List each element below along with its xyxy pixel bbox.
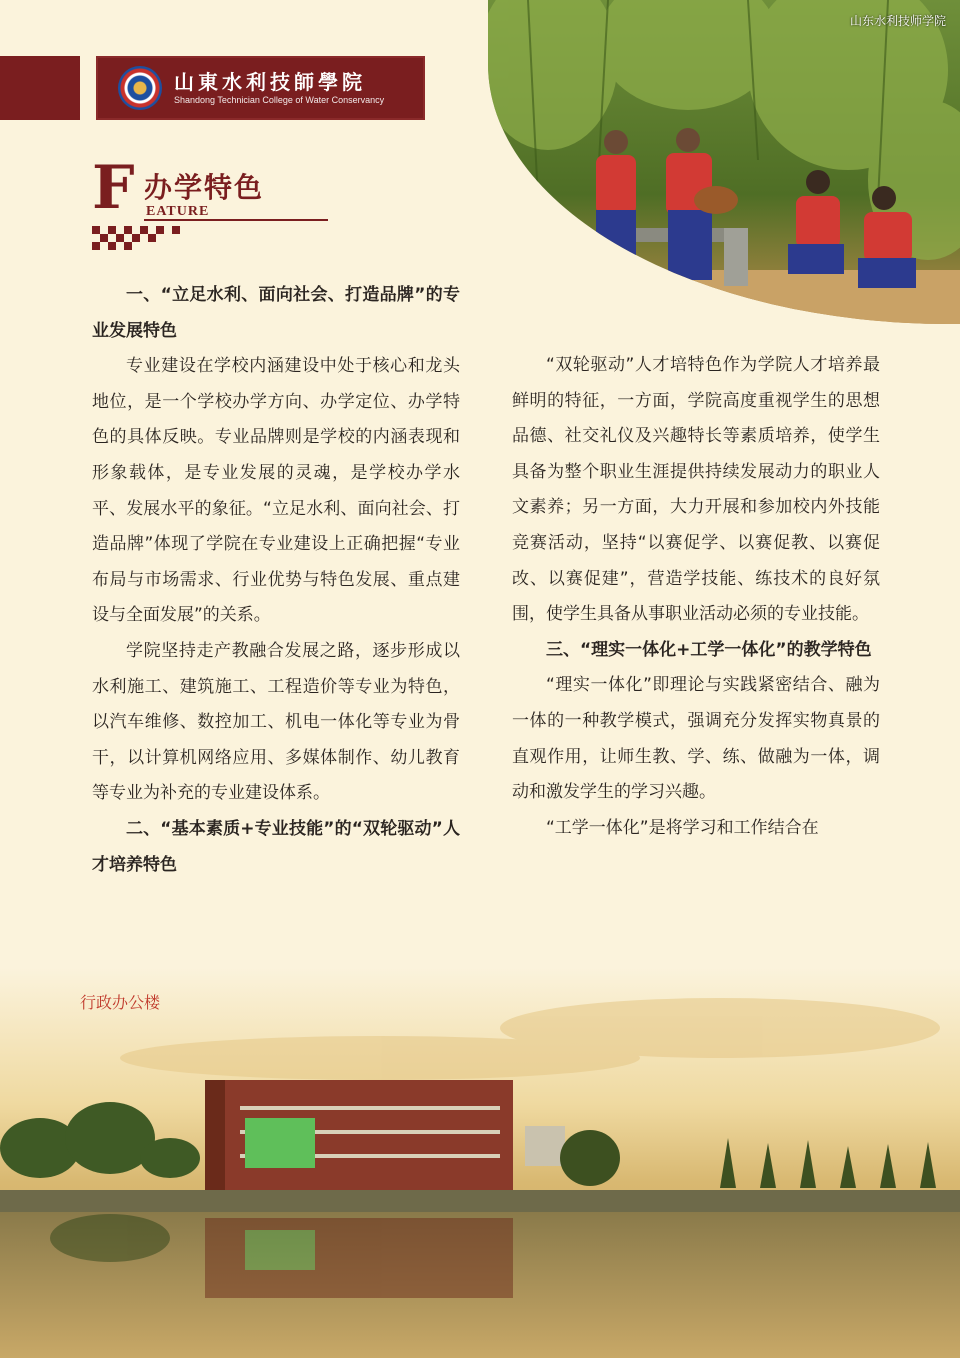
right-text-column <box>512 348 880 846</box>
college-emblem-icon <box>118 66 162 110</box>
students-photo <box>488 0 960 324</box>
header-accent-bar <box>0 56 80 120</box>
title-underline <box>144 219 328 221</box>
college-logo-banner <box>96 56 425 120</box>
college-name <box>174 70 384 106</box>
college-name-en: Shandong Technician College of Water Conservancy <box>174 95 385 105</box>
paragraph: “工学一体化”是将学习和工作结合在 <box>546 817 819 838</box>
heading-1: 一、“立足水利、面向社会、打造品牌”的专业发展特色 <box>92 285 460 341</box>
section-title-letter: F <box>92 153 135 223</box>
paragraph: “双轮驱动”人才培特色作为学院人才培养最鲜明的特征，一方面，学院高度重视学生的思想品德、社交礼仪及兴趣特长等素质培养，使学生具备为整个职业生涯提供持续发展动力的职业人文素养；另一方面，大力开展和参加校内外技能竞赛活动，坚持“以赛促学、以赛促教、以赛促改、以赛促建”，营造学技能、练技术的良好氛围，使学生具备从事职业活动必须的专业技能。 <box>512 355 880 625</box>
section-title-en: EATURE <box>146 204 210 219</box>
admin-building-photo <box>0 968 960 1358</box>
heading-3: 三、“理实一体化+工学一体化”的教学特色 <box>546 639 872 660</box>
paragraph: 学院坚持走产教融合发展之路，逐步形成以水利施工、建筑施工、工程造价等专业为特色，以汽车维修、数控加工、机电一体化等专业为骨干，以计算机网络应用、多媒体制作、幼儿教育等专业为补充的专业建设体系。 <box>92 640 460 804</box>
photo-caption: 行政办公楼 <box>80 993 161 1012</box>
heading-2: 二、“基本素质+专业技能”的“双轮驱动”人才培养特色 <box>92 818 460 875</box>
left-text-column <box>92 278 460 883</box>
paragraph: “理实一体化”即理论与实践紧密结合、融为一体的一种教学模式，强调充分发挥实物真景的直观作用，让师生教、学、练、做融为一体，调动和激发学生的学习兴趣。 <box>512 675 880 803</box>
watermark: 山东水利技师学院 <box>849 14 946 28</box>
checker-decoration <box>92 226 188 250</box>
section-title-cn: 办学特色 <box>144 171 265 204</box>
section-title <box>92 153 332 250</box>
college-name-cn: 山東水利技師學院 <box>174 70 366 94</box>
paragraph: 专业建设在学校内涵建设中处于核心和龙头地位，是一个学校办学方向、办学定位、办学特色的具体反映。专业品牌则是学校的内涵表现和形象载体，是专业发展的灵魂，是学校办学水平、发展水平的象征。“立足水利、面向社会、打造品牌”体现了学院在专业建设上正确把握“专业布局与市场需求、行业优势与特色发展、重点建设与全面发展”的关系。 <box>92 356 460 626</box>
